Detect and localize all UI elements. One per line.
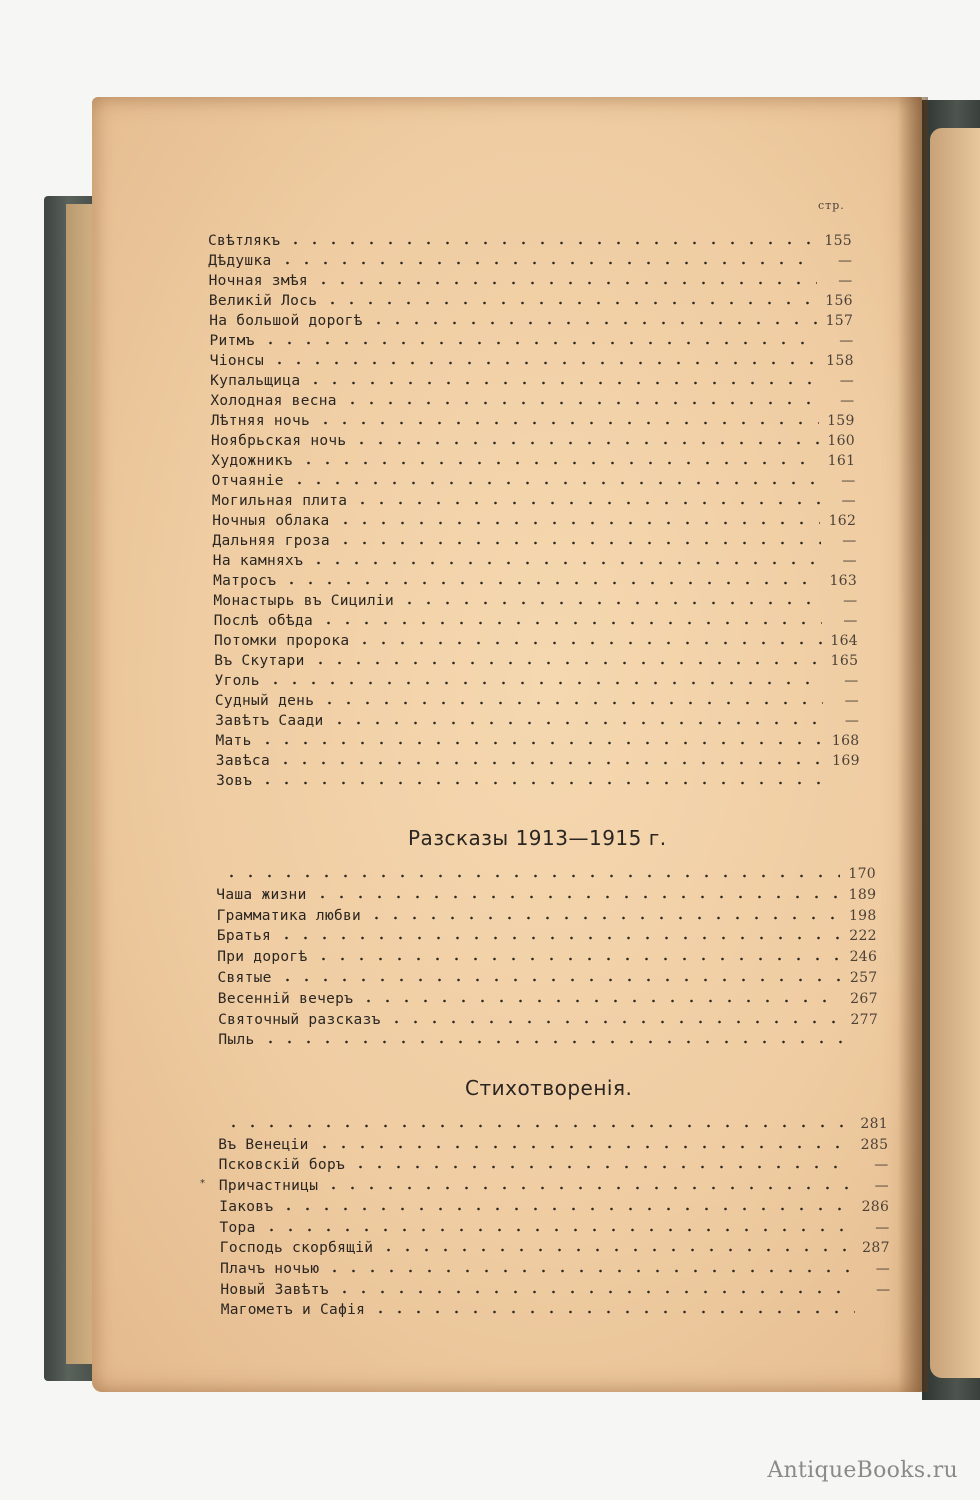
toc-entry-page: 286 [861, 1199, 890, 1215]
dot-leader [286, 241, 816, 245]
dot-leader [367, 916, 841, 920]
toc-entry-page: 287 [862, 1240, 890, 1256]
toc-entry-title: Потомки пророка [214, 633, 350, 649]
toc-entry-page: 257 [849, 970, 878, 986]
dot-leader [313, 895, 841, 899]
toc-entry [211, 429, 855, 449]
toc-entry-page: — [875, 1220, 890, 1236]
dot-leader [299, 461, 820, 465]
toc-entry [220, 1257, 890, 1277]
toc-entry [221, 1298, 891, 1318]
toc-entry-title: Дальняя гроза [212, 533, 330, 549]
toc-entry-page: 169 [832, 753, 860, 769]
section-heading: Разсказы 1913—1915 г. [408, 826, 667, 850]
dot-leader [387, 1020, 842, 1024]
toc-entry-page: 281 [860, 1116, 888, 1132]
dot-leader [336, 521, 821, 525]
toc-entry-title: Монастырь въ Сициліи [213, 593, 394, 609]
toc-entry [217, 924, 877, 944]
toc-entry-title: Святочный разсказъ [218, 1012, 381, 1028]
toc-entry [209, 269, 853, 289]
toc-entry [218, 987, 878, 1007]
toc-entry [208, 229, 852, 249]
toc-entry-page: — [843, 613, 858, 629]
toc-entry-title: При дорогѣ [217, 949, 308, 965]
toc-entry [216, 769, 860, 789]
dot-leader [261, 1040, 843, 1044]
toc-entry-title: Завѣтъ Саади [215, 713, 324, 729]
dot-leader [277, 936, 841, 940]
toc-entry [212, 489, 856, 509]
dot-leader [276, 761, 824, 765]
toc-entry [215, 669, 859, 689]
toc-entry-page: 164 [830, 633, 858, 649]
toc-entry-page: 277 [850, 1012, 879, 1028]
toc-entry [218, 1133, 888, 1153]
toc-entry-title: Ритмъ [209, 333, 255, 349]
toc-entry-title: Весенній вечеръ [217, 991, 354, 1007]
toc-entry-page: — [839, 333, 854, 349]
toc-entry [218, 1008, 878, 1028]
dot-leader [323, 301, 817, 305]
dot-leader [369, 321, 817, 325]
toc-entry [209, 289, 853, 309]
dot-leader [330, 721, 824, 725]
toc-entry-title: Новый Завѣтъ [220, 1282, 329, 1298]
toc-entry [216, 883, 876, 903]
toc-entry [219, 1153, 889, 1173]
toc-entry [215, 689, 859, 709]
toc-entry [219, 1174, 889, 1194]
toc-entry [213, 589, 857, 609]
toc-entry [214, 629, 858, 649]
dot-leader [315, 1145, 853, 1149]
dot-leader [320, 701, 823, 705]
dot-leader [279, 1207, 853, 1211]
dot-leader [355, 641, 822, 645]
toc-entry-page: 267 [850, 991, 878, 1007]
watermark-logo: AntiqueBooks.ru [767, 1458, 958, 1483]
toc-entry-page: — [844, 693, 859, 709]
dot-leader [282, 581, 821, 585]
toc-entry-page: — [874, 1157, 889, 1173]
dot-leader [400, 601, 821, 605]
dot-leader [324, 1186, 853, 1190]
page-gutter-shadow [898, 97, 928, 1392]
toc-entry [216, 729, 860, 749]
toc-entry-title: Причастницы [218, 1178, 319, 1194]
toc-entry-title: Мать [215, 733, 252, 749]
dot-leader [314, 281, 817, 285]
toc-entry [216, 862, 876, 882]
toc-entry-title: Послѣ обѣда [213, 613, 314, 629]
toc-entry-title: Псковскій боръ [218, 1157, 346, 1173]
toc-entry-page: — [844, 673, 859, 689]
dot-leader [336, 541, 821, 545]
toc-entry-title: Братья [216, 928, 272, 944]
toc-entry-page: — [841, 473, 856, 489]
dot-leader [359, 999, 842, 1003]
dot-leader [335, 1290, 855, 1294]
toc-entry-title: Ночная змѣя [208, 273, 308, 289]
toc-entry-title: Уголь [214, 673, 260, 689]
dot-leader [309, 561, 821, 565]
toc-entry-page: — [842, 553, 857, 569]
dot-leader [270, 361, 818, 365]
toc-entry-page: — [844, 713, 860, 729]
toc-entry [218, 966, 878, 986]
toc-entry-page: 162 [828, 513, 857, 529]
toc-entry-title: Дѣдушка [208, 253, 272, 269]
toc-entry-page: — [839, 373, 855, 389]
toc-entry-title: Іаковъ [219, 1199, 274, 1215]
toc-entry [208, 249, 852, 269]
dot-leader [343, 401, 819, 405]
toc-entry [212, 469, 856, 489]
toc-entry-page: 170 [848, 866, 876, 882]
toc-entry [219, 1195, 889, 1215]
toc-entry-page: 222 [849, 928, 877, 944]
toc-entry [220, 1216, 890, 1236]
toc-entry-title: Тора [219, 1220, 256, 1236]
toc-entry [217, 904, 877, 924]
toc-entry-title: Магометъ и Сафія [220, 1302, 366, 1318]
toc-entry-page: 155 [824, 233, 852, 249]
toc-entry-title: Великій Лось [208, 293, 318, 309]
toc-entry-title: Судный день [214, 693, 315, 709]
toc-entry-title: Отчаяніе [211, 473, 284, 489]
dot-leader [222, 874, 840, 878]
toc-entry-page: 168 [831, 733, 860, 749]
dot-leader [224, 1124, 852, 1128]
toc-entry-title: Господь скорбящій [219, 1240, 374, 1256]
toc-entry [210, 389, 854, 409]
dot-leader [266, 681, 823, 685]
toc-entry-title: Ноябрьская ночь [211, 433, 347, 449]
dot-leader [325, 1269, 854, 1273]
toc-entry-title: Плачъ ночью [220, 1261, 320, 1277]
toc-entry-page: 198 [848, 908, 877, 924]
margin-asterisk: * [200, 1178, 205, 1189]
dot-leader [371, 1310, 855, 1314]
dot-leader [314, 957, 842, 961]
dot-leader [278, 261, 817, 265]
dot-leader [290, 481, 820, 485]
toc-entry-page: — [875, 1261, 891, 1277]
dot-leader [261, 341, 818, 345]
toc-entry [212, 509, 856, 529]
dot-leader [353, 501, 820, 505]
toc-entry-title: Грамматика любви [216, 908, 362, 924]
toc-entry [210, 369, 854, 389]
toc-entry [211, 449, 855, 469]
toc-entry-title: Могильная плита [211, 493, 348, 509]
dot-leader [258, 741, 824, 745]
dot-leader [306, 381, 818, 385]
toc-entry [220, 1278, 890, 1298]
toc-entry-title: Матросъ [213, 573, 277, 589]
toc-entry [210, 329, 854, 349]
toc-entry [214, 649, 858, 669]
toc-entry [211, 409, 855, 429]
toc-entry [214, 609, 858, 629]
dot-leader [278, 978, 842, 982]
toc-entry-title: Ночныя облака [212, 513, 330, 529]
toc-entry-page: 163 [829, 573, 858, 589]
toc-entry-title: Чіонсы [209, 353, 264, 369]
toc-entry-title: Въ Скутари [214, 653, 305, 669]
toc-entry [213, 529, 857, 549]
toc-entry [216, 749, 860, 769]
toc-entry-page: 246 [849, 949, 878, 965]
toc-entry-page: 156 [825, 293, 853, 309]
dot-leader [319, 621, 822, 625]
section-heading: Стихотворенія. [465, 1076, 633, 1100]
toc-entry [215, 709, 859, 729]
toc-entry-page: 285 [860, 1137, 889, 1153]
toc-entry-page: — [874, 1178, 889, 1194]
toc-entry-title: Купальщица [210, 373, 301, 389]
toc-entry-page: — [876, 1282, 891, 1298]
toc-entry [218, 1028, 878, 1048]
toc-entry-title: Лѣтняя ночь [210, 413, 311, 429]
dot-leader [352, 441, 819, 445]
dot-leader [351, 1165, 853, 1169]
toc-entry-page: — [838, 273, 853, 289]
toc-entry-page: — [837, 253, 853, 269]
toc-entry-page: 165 [830, 653, 859, 669]
toc-entry-page: 161 [827, 453, 856, 469]
facing-page-edge [930, 128, 980, 1378]
toc-entry-page: 189 [848, 887, 877, 903]
toc-entry-page: 159 [827, 413, 855, 429]
toc-entry-title: На камняхъ [212, 553, 304, 569]
toc-entry [220, 1236, 890, 1256]
toc-entry-title: Холодная весна [210, 393, 337, 409]
toc-entry-page: 158 [826, 353, 854, 369]
toc-entry-page: — [841, 493, 856, 509]
dot-leader [311, 661, 823, 665]
toc-entry-title: Чаша жизни [216, 887, 307, 903]
dot-leader [379, 1248, 853, 1252]
toc-entry-title: Пыль [218, 1032, 255, 1048]
toc-entry [209, 309, 853, 329]
toc-entry [217, 945, 877, 965]
toc-entry-title: Свѣтлякъ [208, 233, 281, 249]
toc-entry-page: — [840, 393, 855, 409]
toc-entry-page: — [842, 533, 857, 549]
dot-leader [262, 1228, 854, 1232]
toc-entry-page: 160 [827, 433, 855, 449]
dot-leader [316, 421, 819, 425]
toc-entry-title: На большой дорогѣ [209, 313, 363, 329]
page-column-label: стр. [818, 199, 845, 212]
toc-entry [218, 1112, 888, 1132]
toc-entry-page: 157 [825, 313, 854, 329]
toc-entry-title: Зовъ [216, 773, 253, 789]
toc-entry-title: Завѣса [215, 753, 270, 769]
toc-entry-title: Святые [217, 970, 272, 986]
toc-entry-title: Въ Венеціи [218, 1137, 309, 1153]
toc-entry-page: — [843, 593, 858, 609]
toc-entry [213, 549, 857, 569]
dot-leader [258, 781, 824, 785]
toc-entry-title: Художникъ [211, 453, 293, 469]
toc-entry [213, 569, 857, 589]
toc-entry [210, 349, 854, 369]
